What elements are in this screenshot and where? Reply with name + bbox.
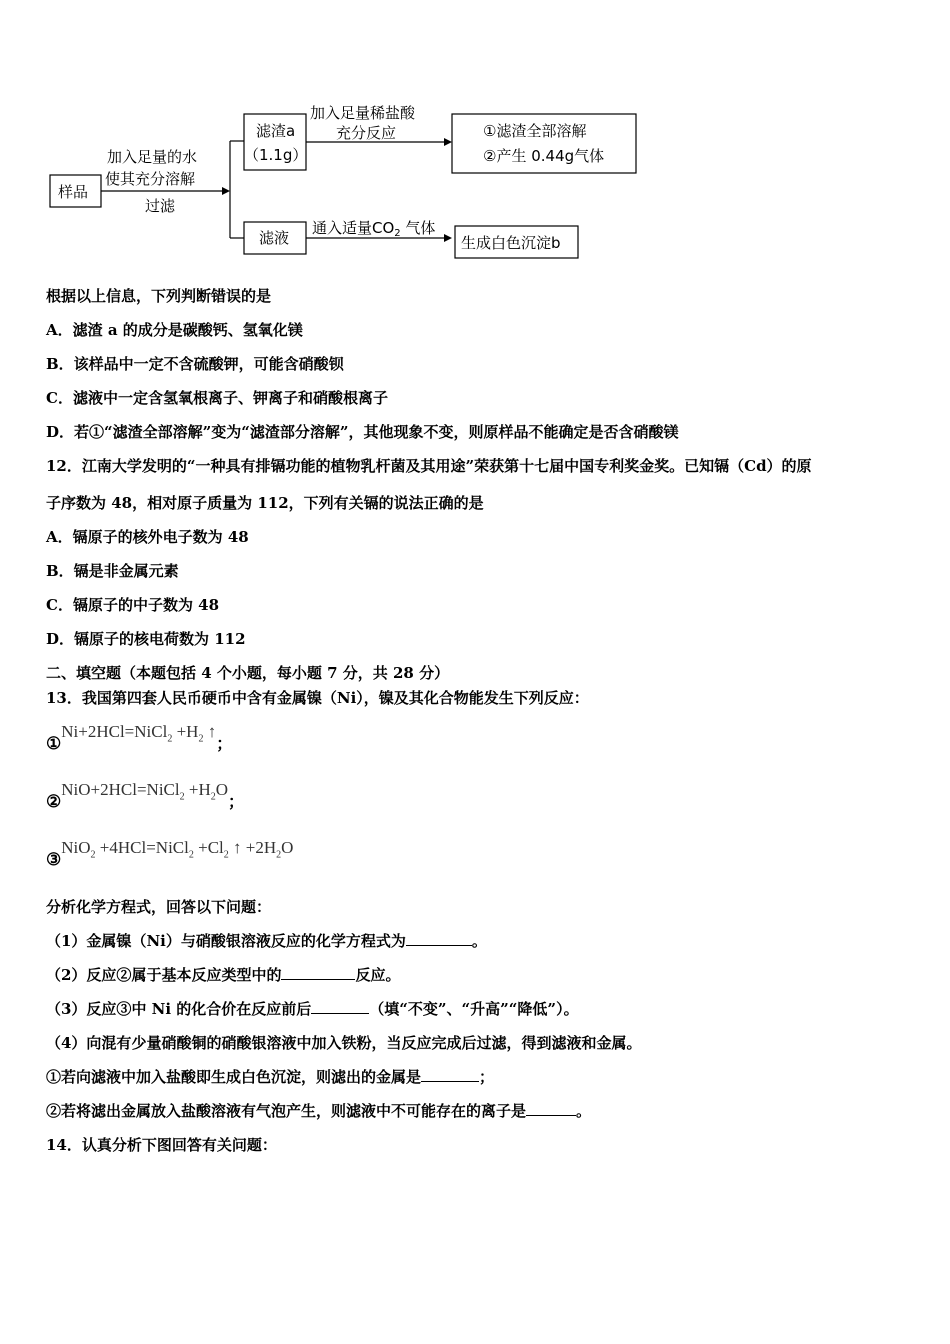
residue-a-label: 滤渣a (256, 122, 296, 140)
q13-stem: 13．我国第四套人民币硬币中含有金属镍（Ni），镍及其化合物能发生下列反应： (46, 689, 589, 707)
step3-prefix: 通入适量CO (312, 219, 395, 237)
q13-part3-blank[interactable] (311, 999, 369, 1014)
q13-part3-text: （3）反应③中 Ni 的化合价在反应前后 (46, 1000, 312, 1018)
eq1-sub-2: 2 (198, 733, 204, 745)
eq3-part-e: O (281, 838, 294, 857)
q13-part2-end: 反应。 (355, 966, 401, 984)
q12-option-c: C．镉原子的中子数为 48 (46, 596, 220, 614)
q13-part4b (46, 1101, 591, 1121)
q11-option-a: A．滤渣 a 的成分是碳酸钙、氢氧化镁 (46, 321, 303, 339)
eq3-sub-4: 2 (276, 849, 282, 861)
q14-stem: 14．认真分析下图回答有关问题： (46, 1136, 277, 1154)
eq2-part-a: NiO+2HCl=NiCl (61, 780, 180, 799)
residue-a-mass: （1.1g） (244, 146, 308, 164)
section2-title: 二、填空题（本题包括 4 个小题，每小题 7 分，共 28 分） (46, 664, 450, 682)
q13-part1-text: （1）金属镍（Ni）与硝酸银溶液反应的化学方程式为 (46, 932, 406, 950)
eq2-part-b: +H (184, 780, 211, 799)
q13-part1-end: 。 (471, 932, 487, 950)
step1-line3: 过滤 (145, 197, 176, 215)
step3-suffix: 气体 (400, 219, 436, 237)
eq3-sub-1: 2 (90, 849, 96, 861)
filtrate-label: 滤液 (259, 229, 290, 247)
eq1-formula (61, 722, 217, 745)
eq3-part-b: +4HCl=NiCl (95, 838, 189, 857)
q13-part2-text: （2）反应②属于基本反应类型中的 (46, 966, 282, 984)
eq3-sub-2: 2 (188, 849, 194, 861)
step3-label (312, 219, 435, 239)
flow-diagram (0, 0, 950, 270)
q11-option-d: D．若①“滤渣全部溶解”变为“滤渣部分溶解”，其他现象不变，则原样品不能确定是否含硝酸镁 (46, 423, 679, 441)
q13-equation-3 (46, 838, 293, 870)
eq2-end: ； (228, 792, 245, 811)
eq2-sub-1: 2 (179, 791, 185, 803)
q11-option-b: B．该样品中一定不含硫酸钾，可能含硝酸钡 (46, 355, 344, 373)
q13-part3 (46, 999, 579, 1019)
q13-part4b-blank[interactable] (526, 1101, 576, 1116)
eq2-sub-2: 2 (210, 791, 216, 803)
q13-part4a-end: ； (479, 1068, 495, 1086)
q13-part1 (46, 931, 487, 951)
sample-label: 样品 (58, 183, 89, 201)
step2-line1: 加入足量稀盐酸 (310, 104, 416, 122)
eq1-part-b: +H (172, 722, 199, 741)
q11-option-c: C．滤液中一定含氢氧根离子、钾离子和硝酸根离子 (46, 389, 388, 407)
eq3-number: ③ (46, 850, 62, 870)
q13-part4b-text: ②若将滤出金属放入盐酸溶液有气泡产生，则滤液中不可能存在的离子是 (46, 1102, 527, 1120)
step1-line2: 使其充分溶解 (105, 170, 196, 188)
eq3-formula (61, 838, 294, 861)
q13-equation-1 (46, 722, 232, 754)
eq3-part-a: NiO (61, 838, 91, 857)
result1-line1: ①滤渣全部溶解 (483, 122, 587, 140)
q13-part4: （4）向混有少量硝酸铜的硝酸银溶液中加入铁粉，当反应完成后过滤，得到滤液和金属。 (46, 1034, 642, 1052)
eq3-part-c: +Cl (193, 838, 224, 857)
q13-part2-blank[interactable] (281, 965, 355, 980)
q13-part4b-end: 。 (576, 1102, 592, 1120)
result1-line2: ②产生 0.44g气体 (483, 147, 605, 165)
eq1-number: ① (46, 734, 62, 754)
step2-line2: 充分反应 (336, 124, 397, 142)
q12-option-b: B．镉是非金属元素 (46, 562, 179, 580)
result2-label: 生成白色沉淀b (461, 234, 561, 252)
q13-part4a-text: ①若向滤液中加入盐酸即生成白色沉淀，则滤出的金属是 (46, 1068, 422, 1086)
q13-part2 (46, 965, 400, 985)
eq1-part-a: Ni+2HCl=NiCl (61, 722, 168, 741)
step3-sub: 2 (394, 228, 401, 239)
eq1-part-c: ↑ (203, 722, 217, 741)
q12-option-d: D．镉原子的核电荷数为 112 (46, 630, 246, 648)
q13-part4a-blank[interactable] (421, 1067, 479, 1082)
q13-analyze: 分析化学方程式，回答以下问题： (46, 898, 272, 916)
q12-stem-line1: 12．江南大学发明的“一种具有排镉功能的植物乳杆菌及其用途”荣获第十七届中国专利奖金奖。已知镉（Cd）的原 (46, 457, 812, 475)
eq2-number: ② (46, 792, 62, 812)
eq2-part-c: O (215, 780, 229, 799)
eq3-sub-3: 2 (223, 849, 229, 861)
q13-equation-2 (46, 780, 244, 812)
eq2-formula (61, 780, 229, 803)
q12-stem-line2: 子序数为 48，相对原子质量为 112，下列有关镉的说法正确的是 (46, 494, 484, 512)
q13-part3-end: （填“不变”、“升高”“降低”）。 (369, 1000, 579, 1018)
arrow-filtrate-head (444, 234, 452, 242)
q13-part4a (46, 1067, 494, 1087)
eq3-part-d: ↑ +2H (228, 838, 277, 857)
step1-line1: 加入足量的水 (107, 148, 198, 166)
q12-option-a: A．镉原子的核外电子数为 48 (46, 528, 249, 546)
q11-stem: 根据以上信息，下列判断错误的是 (46, 287, 272, 305)
arrow-residue-head (444, 138, 452, 146)
eq1-sub-1: 2 (167, 733, 173, 745)
eq1-end: ； (216, 734, 233, 753)
arrow-sample-head (222, 187, 230, 195)
q13-part1-blank[interactable] (406, 931, 472, 946)
